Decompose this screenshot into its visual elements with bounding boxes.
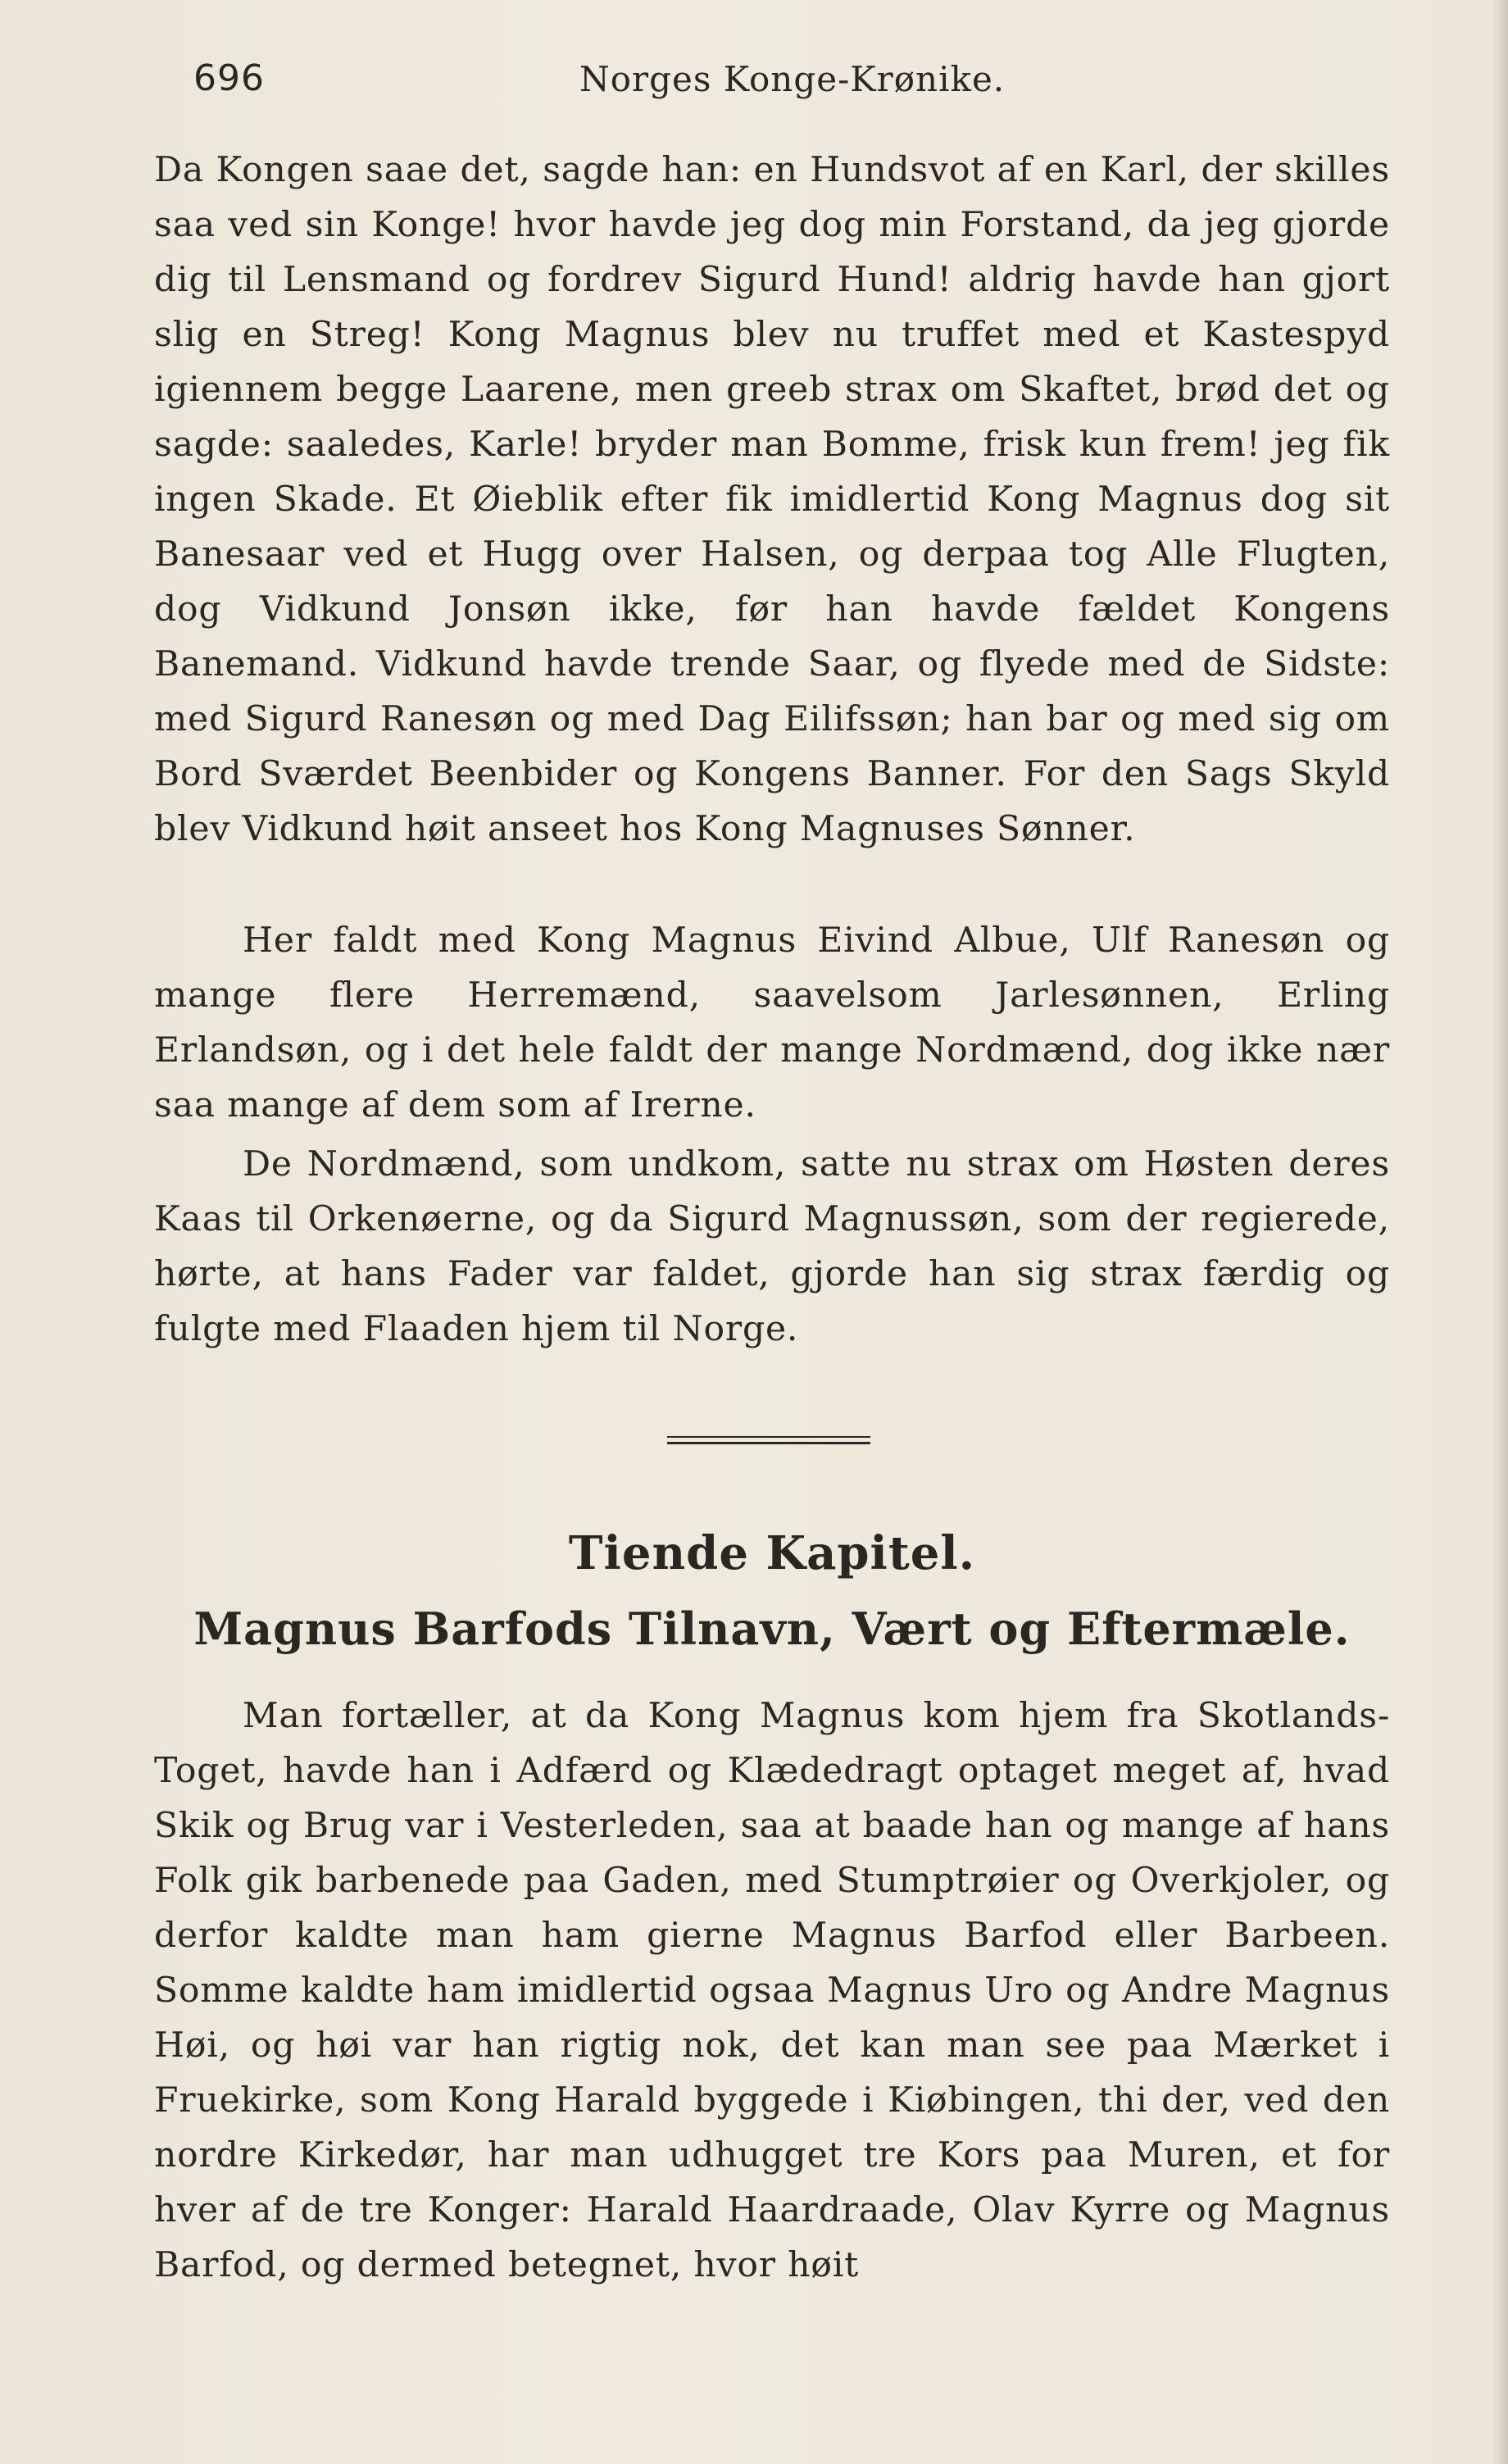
body-paragraph-2 (154, 913, 1390, 1133)
chapter-heading: Tiende Kapitel. (568, 1526, 976, 1580)
page-edge-shadow (1492, 0, 1508, 2464)
running-title: Norges Konge-Krønike. (579, 59, 1006, 99)
chapter-subtitle: Magnus Barfods Tilnavn, Vært og Eftermæle. (193, 1603, 1351, 1655)
page-number: 696 (193, 57, 265, 99)
body-paragraph-1 (154, 143, 1390, 857)
page-header (157, 51, 1401, 108)
divider-line-thin (667, 1436, 870, 1438)
paragraph-text: Man fortæller, at da Kong Magnus kom hjem fra Skotlands-Toget, havde han i Adfærd og Klædedragt optaget meget af, hvad Skik og Brug var i Vesterleden, saa at baade han og mange af hans Folk gik barbenede paa Gaden, med Stumptrøier og Overkjoler, og derfor kaldte man ham gierne Magnus Barfod eller Barbeen. Somme kaldte ham imidlertid ogsaa Magnus Uro og Andre Magnus Høi, og høi var han rigtig nok, det kan man see paa Mærket i Fruekirke, som Kong Harald byggede i Kiøbingen, thi der, ved den nordre Kirkedør, har man udhugget tre Kors paa Muren, et for hver af de tre Konger: Harald Haardraade, Olav Kyrre og Magnus Barfod, og dermed betegnet, hvor høit (154, 1696, 1390, 2285)
paragraph-text: De Nordmænd, som undkom, satte nu strax om Høsten deres Kaas til Orkenøerne, og da Sigurd Magnussøn, som der regierede, hørte, at hans Fader var faldet, gjorde han sig strax færdig og fulgte med Flaaden hjem til Norge. (154, 1144, 1390, 1349)
body-paragraph-3 (154, 1137, 1390, 1357)
paragraph-text: Her faldt med Kong Magnus Eivind Albue, Ulf Ranesøn og mange flere Herremænd, saavelsom Jarlesønnen, Erling Erlandsøn, og i det hele faldt der mange Nordmænd, dog ikke nær saa mange af dem som af Irerne. (154, 921, 1390, 1125)
section-divider (667, 1436, 870, 1444)
chapter-paragraph (154, 1689, 1390, 2293)
divider-line-thick (667, 1442, 870, 1444)
paragraph-text: Da Kongen saae det, sagde han: en Hundsvot af en Karl, der skilles saa ved sin Konge! hvor havde jeg dog min Forstand, da jeg gjorde dig til Lensmand og fordrev Sigurd Hund! aldrig havde han gjort slig en Streg! Kong Magnus blev nu truffet med et Kastespyd igiennem begge Laarene, men greeb strax om Skaftet, brød det og sagde: saaledes, Karle! bryder man Bomme, frisk kun frem! jeg fik ingen Skade. Et Øieblik efter fik imidlertid Kong Magnus dog sit Banesaar ved et Hugg over Halsen, og derpaa tog Alle Flugten, dog Vidkund Jonsøn ikke, før han havde fældet Kongens Banemand. Vidkund havde trende Saar, og flyede med de Sidste: med Sigurd Ranesøn og med Dag Eilifssøn; han bar og med sig om Bord Sværdet Beenbider og Kongens Banner. For den Sags Skyld blev Vidkund høit anseet hos Kong Magnuses Sønner. (154, 150, 1390, 849)
